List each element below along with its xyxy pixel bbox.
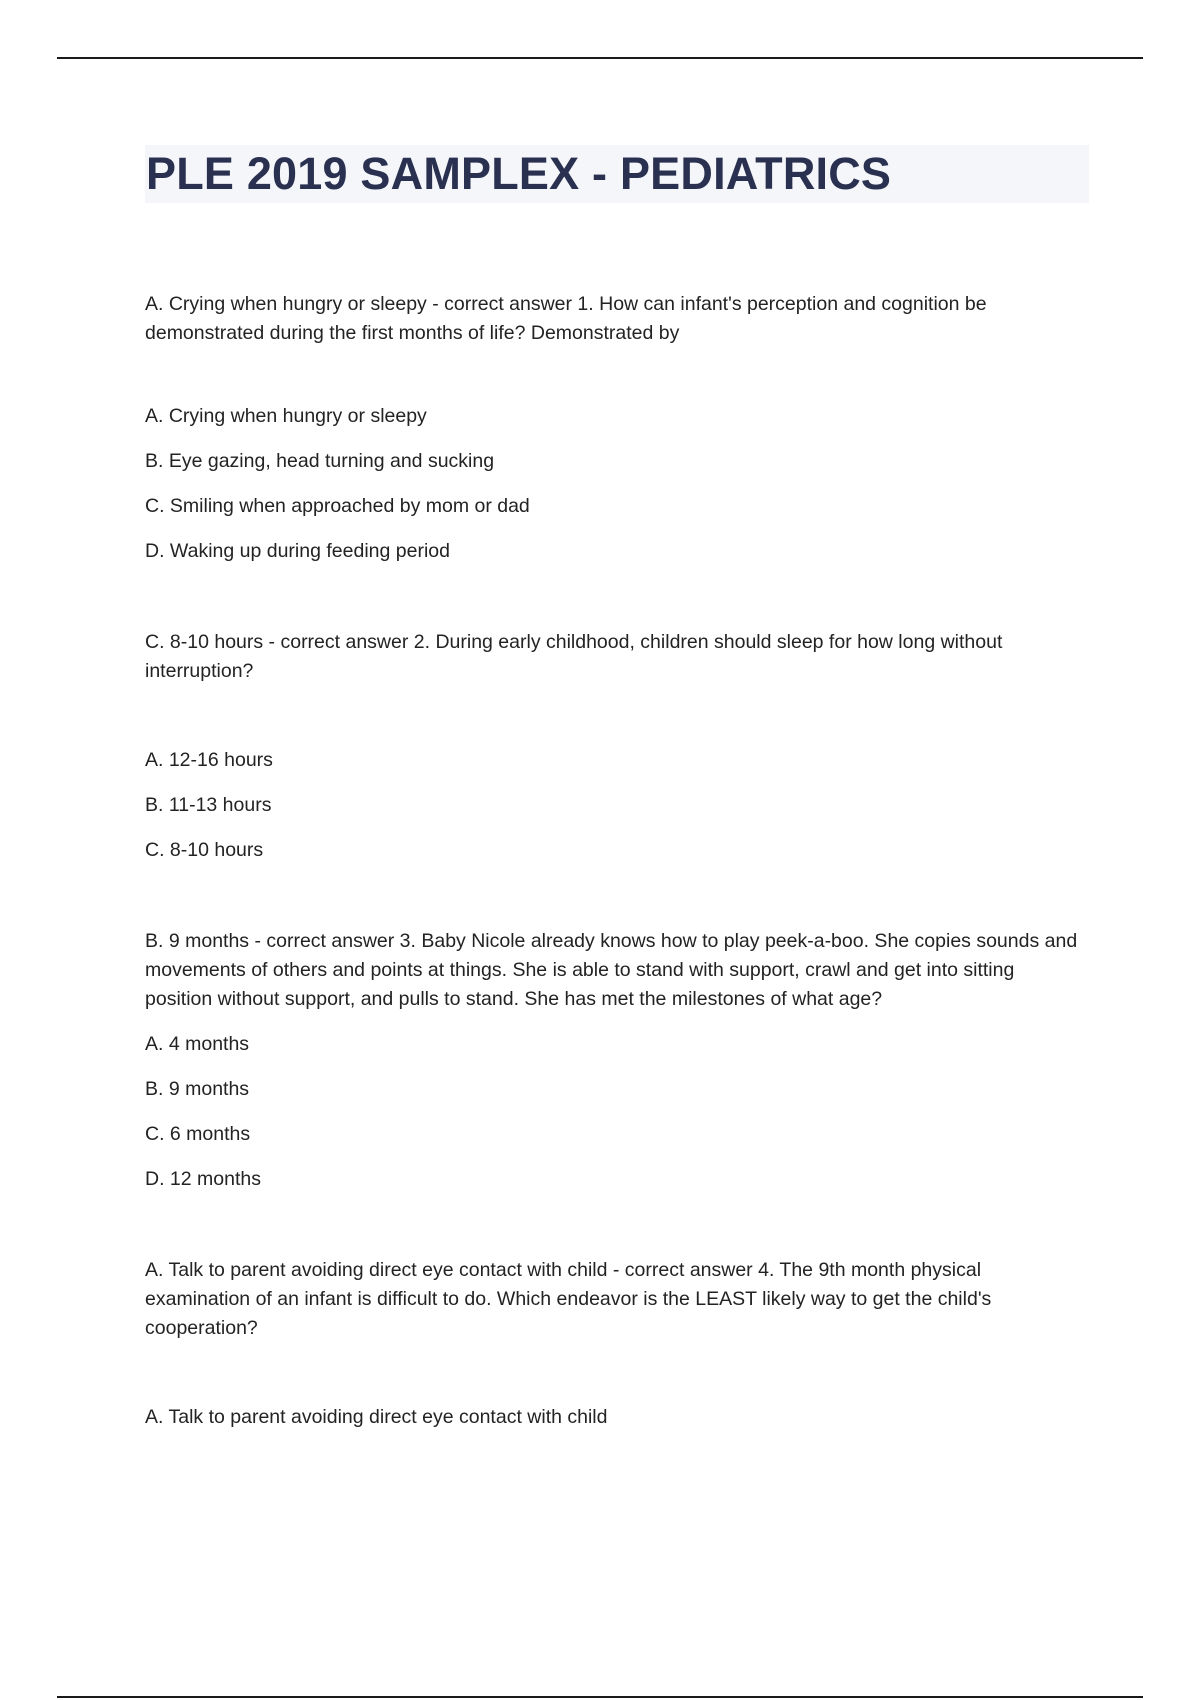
question-1-text: A. Crying when hungry or sleepy - correct answer 1. How can infant's perception and cognition be demonstrated during the first months of life? Demonstrated by bbox=[145, 293, 987, 344]
document-title: PLE 2019 SAMPLEX - PEDIATRICS bbox=[146, 148, 892, 199]
question-1-option-b: B. Eye gazing, head turning and sucking bbox=[145, 450, 495, 472]
question-3-option-b: B. 9 months bbox=[145, 1078, 250, 1100]
top-divider bbox=[57, 57, 1143, 59]
question-2-text: C. 8-10 hours - correct answer 2. During early childhood, children should sleep for how long without interruption? bbox=[145, 631, 1003, 682]
bottom-divider bbox=[57, 1696, 1143, 1698]
question-1-option-c: C. Smiling when approached by mom or dad bbox=[145, 495, 530, 517]
question-1-option-d: D. Waking up during feeding period bbox=[145, 540, 450, 562]
question-3-option-c: C. 6 months bbox=[145, 1123, 251, 1145]
document-body bbox=[145, 290, 1085, 1432]
question-3-option-d: D. 12 months bbox=[145, 1168, 261, 1190]
question-2-option-a: A. 12-16 hours bbox=[145, 749, 273, 771]
question-3-option-a: A. 4 months bbox=[145, 1033, 250, 1055]
question-3-text: B. 9 months - correct answer 3. Baby Nicole already knows how to play peek-a-boo. She copies sounds and movements of others and points at things. She is able to stand with support, crawl and get into sitting position without support, and pulls to stand. She has met the milestones of what age? bbox=[145, 930, 1078, 1010]
question-4-option-a: A. Talk to parent avoiding direct eye contact with child bbox=[145, 1406, 608, 1428]
question-2-option-c: C. 8-10 hours bbox=[145, 839, 264, 861]
question-1-option-a: A. Crying when hungry or sleepy bbox=[145, 405, 427, 427]
question-2-option-b: B. 11-13 hours bbox=[145, 794, 272, 816]
question-4-text: A. Talk to parent avoiding direct eye contact with child - correct answer 4. The 9th month physical examination of an infant is difficult to do. Which endeavor is the LEAST likely way to get the child's cooperation? bbox=[145, 1259, 992, 1339]
